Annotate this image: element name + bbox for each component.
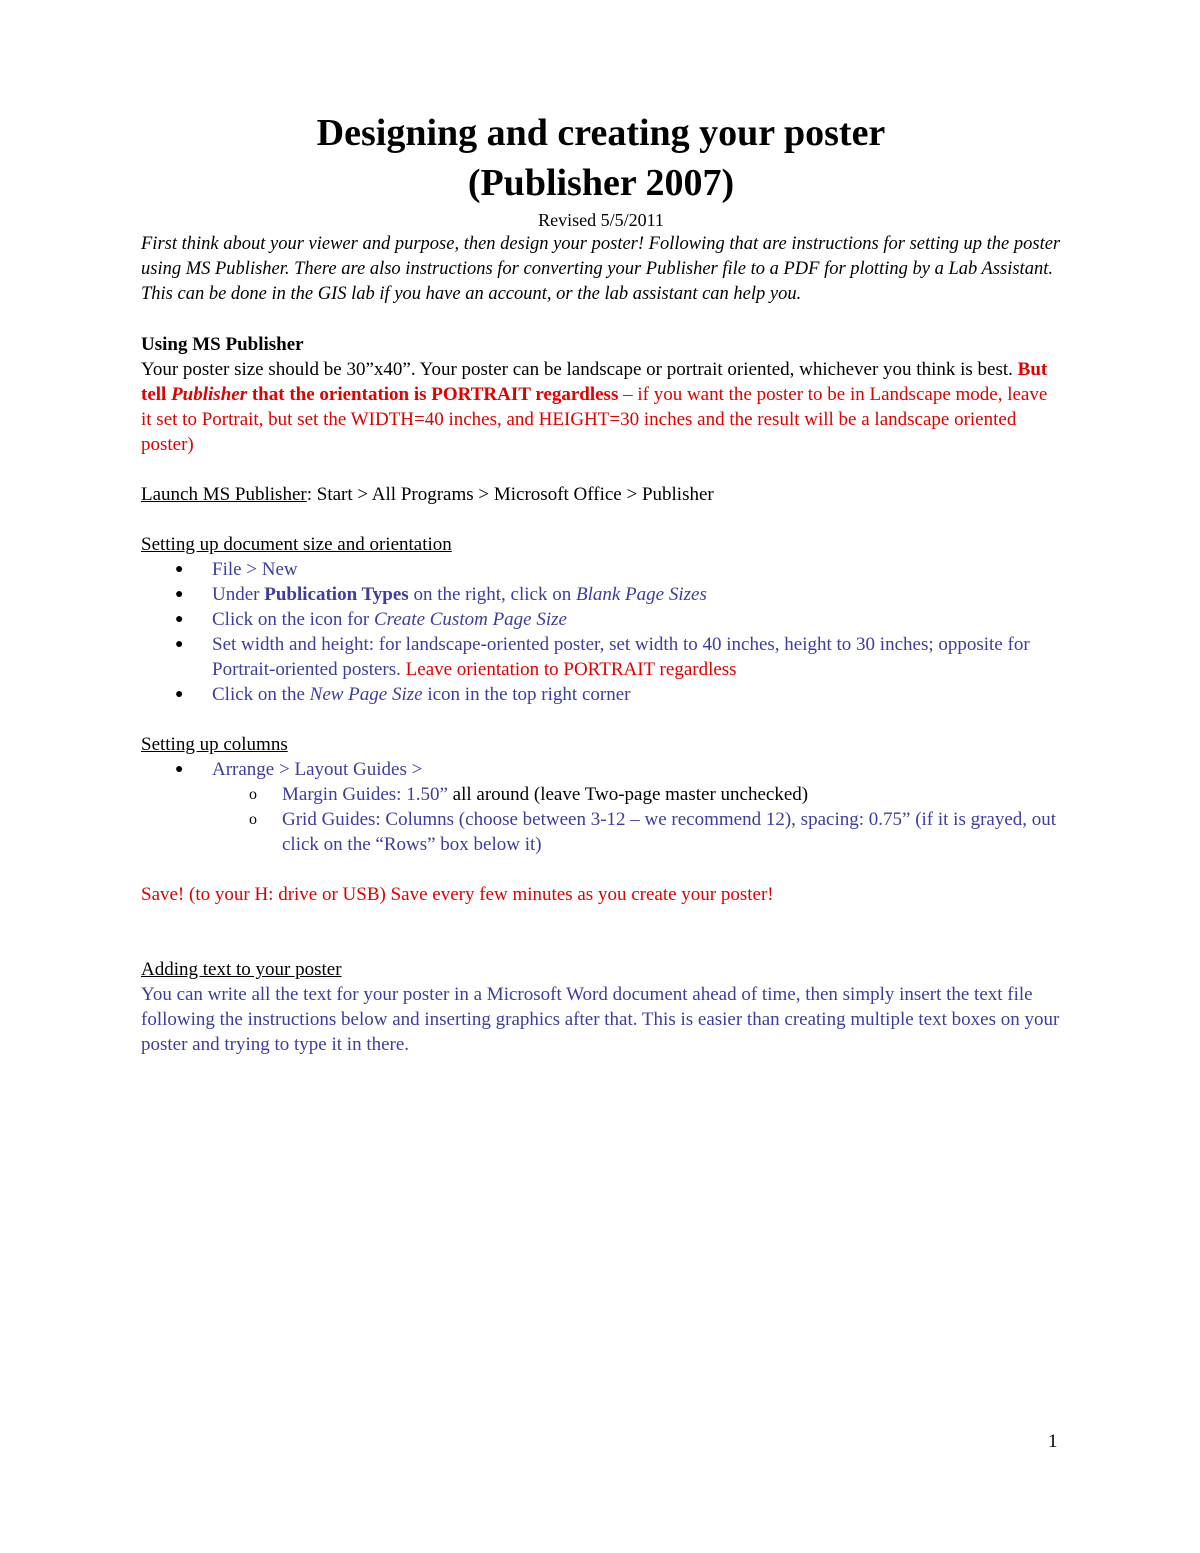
list-item: ● Under Publication Types on the right, click on Blank Page Sizes — [175, 584, 707, 605]
using-red-bold-b: that the orientation is PORTRAIT regardless — [247, 384, 619, 405]
intro-paragraph: First think about your viewer and purpose, then design your poster! Following that are instructions for setting up the poster using MS Publisher. There are also instructions for converting your Publisher file to a PDF for plotting by a Lab Assistant. This can be done in the GIS lab if you have an account, or the lab assistant can help you. — [141, 234, 1061, 304]
using-red-rest: – if you want the poster to be in Landscape mode, leave it set to Portrait, but set the WIDTH=40 inches, and HEIGHT=30 inches and the result will be a landscape oriented poster) — [141, 384, 1048, 455]
launch-label: Launch MS Publisher — [141, 484, 307, 505]
document-page — [141, 108, 1061, 1057]
list-item: o Margin Guides: 1.50” all around (leave Two-page master unchecked) — [249, 784, 809, 805]
sub-bullet-icon: o — [249, 811, 257, 828]
bullet-icon: ● — [175, 587, 184, 602]
adding-heading: Adding text to your poster — [141, 959, 342, 980]
launch-paragraph — [141, 482, 1061, 507]
sub-bullet-icon: o — [249, 786, 257, 803]
using-red-bold-italic: Publisher — [171, 384, 248, 405]
bullet-icon: ● — [175, 562, 184, 577]
list-item: o Grid Guides: Columns (choose between 3-12 – we recommend 12), spacing: 0.75” (if it is grayed, out click on the “Rows” box below it) — [249, 809, 1057, 855]
setup-list — [141, 557, 1061, 707]
title-line-2: (Publisher 2007) — [467, 162, 735, 204]
using-text: Your poster size should be 30”x40”. Your poster can be landscape or portrait oriented, whichever you think is best. — [141, 359, 1018, 380]
revised-date: Revised 5/5/2011 — [538, 210, 664, 230]
launch-path: : Start > All Programs > Microsoft Office > Publisher — [306, 484, 714, 505]
bullet-icon: ● — [175, 612, 184, 627]
columns-sublist — [141, 782, 1061, 857]
list-item: ● File > New — [175, 559, 298, 580]
save-reminder: Save! (to your H: drive or USB) Save every few minutes as you create your poster! — [141, 884, 774, 905]
columns-list — [141, 757, 1061, 782]
bullet-icon: ● — [175, 637, 184, 652]
list-item: ● Click on the icon for Create Custom Page Size — [175, 609, 567, 630]
using-red-bold-a: But tell — [141, 359, 1048, 405]
adding-paragraph: You can write all the text for your poster in a Microsoft Word document ahead of time, then simply insert the text file following the instructions below and inserting graphics after that. This is easier than creating multiple text boxes on your poster and trying to type it in there. — [141, 984, 1060, 1055]
page-number: 1 — [1048, 1431, 1058, 1452]
list-item: ● Arrange > Layout Guides > — [175, 759, 423, 780]
bullet-icon: ● — [175, 762, 184, 777]
using-paragraph — [141, 357, 1061, 457]
bullet-icon: ● — [175, 687, 184, 702]
title-line-1: Designing and creating your poster — [316, 112, 886, 154]
list-item: ● Click on the New Page Size icon in the top right corner — [175, 684, 631, 705]
columns-heading: Setting up columns — [141, 734, 288, 755]
using-heading: Using MS Publisher — [141, 334, 304, 355]
setup-heading: Setting up document size and orientation — [141, 534, 452, 555]
list-item: ● Set width and height: for landscape-oriented poster, set width to 40 inches, height to 30 inches; opposite for Portrait-oriented posters. Leave orientation to PORTRAIT regardless — [175, 634, 1030, 680]
document-title — [141, 108, 1061, 208]
